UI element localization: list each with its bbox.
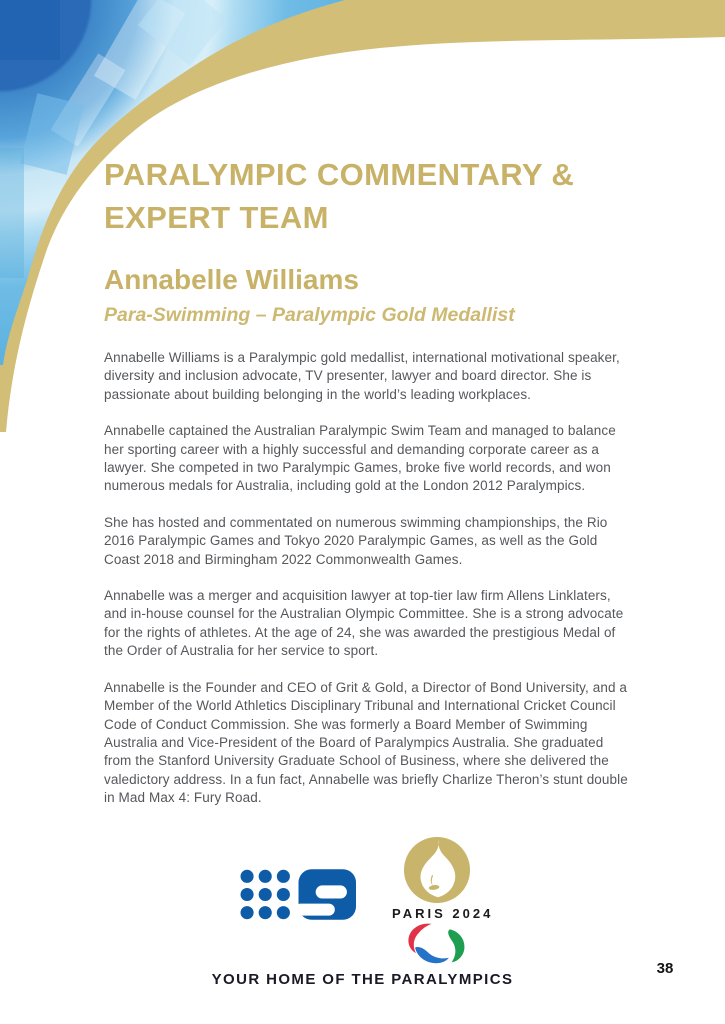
bio-paragraph: Annabelle is the Founder and CEO of Grit & Gold, a Director of Bond University, and a Member of the World Athletics Disciplinary Tribunal and International Cricket Council Code of Conduct Commission. She was formerly a Board Member of Swimming Australia and Vice-President of the Board of Paralympics Australia. She graduated from the Stanford University Graduate School of Business, where she delivered the valedictory address. In a fun fact, Annabelle was briefly Charlize Theron’s stunt double in Mad Max 4: Fury Road. — [104, 679, 628, 806]
bio-paragraph: Annabelle Williams is a Paralympic gold medallist, international motivational speaker, diversity and inclusion advocate, TV presenter, lawyer and board director. She is passionate about building belonging in the world’s leading workplaces. — [104, 350, 620, 402]
main-content — [104, 153, 634, 826]
page-title-line1: PARALYMPIC COMMENTARY & — [104, 157, 575, 192]
paris-2024-paralympic-logo — [392, 836, 494, 965]
page-title-line2: EXPERT TEAM — [104, 200, 329, 235]
page-number: 38 — [656, 960, 674, 977]
nine-network-logo-icon — [240, 869, 356, 920]
page-title — [104, 153, 634, 239]
biography — [104, 349, 634, 808]
paris-2024-wordmark: PARIS 2024 — [392, 906, 494, 921]
person-name: Annabelle Williams — [104, 264, 359, 295]
bio-paragraph: Annabelle was a merger and acquisition lawyer at top-tier law firm Allens Linklaters, and in-house counsel for the Australian Olympic Committee. She is a strong advocate for the rights of athletes. At the age of 24, she was awarded the prestigious Medal of the Order of Australia for her service to sport. — [104, 588, 624, 659]
bio-paragraph: Annabelle captained the Australian Paralympic Swim Team and managed to balance her sporting career with a highly successful and demanding corporate career as a lawyer. She competed in two Paralympic Games, broke five world records, and won numerous medals for Australia, including gold at the London 2012 Paralympics. — [104, 423, 616, 494]
paralympic-agitos-icon — [404, 923, 470, 965]
person-discipline: Para-Swimming – Paralympic Gold Medallist — [104, 304, 515, 326]
home-of-paralympics-tagline: YOUR HOME OF THE PARALYMPICS — [211, 971, 514, 988]
bio-paragraph: She has hosted and commentated on numerous swimming championships, the Rio 2016 Paralympic Games and Tokyo 2020 Paralympic Games, as well as the Gold Coast 2018 and Birmingham 2022 Commonwealth Games. — [104, 514, 608, 567]
paris-2024-flame-icon — [403, 836, 471, 904]
